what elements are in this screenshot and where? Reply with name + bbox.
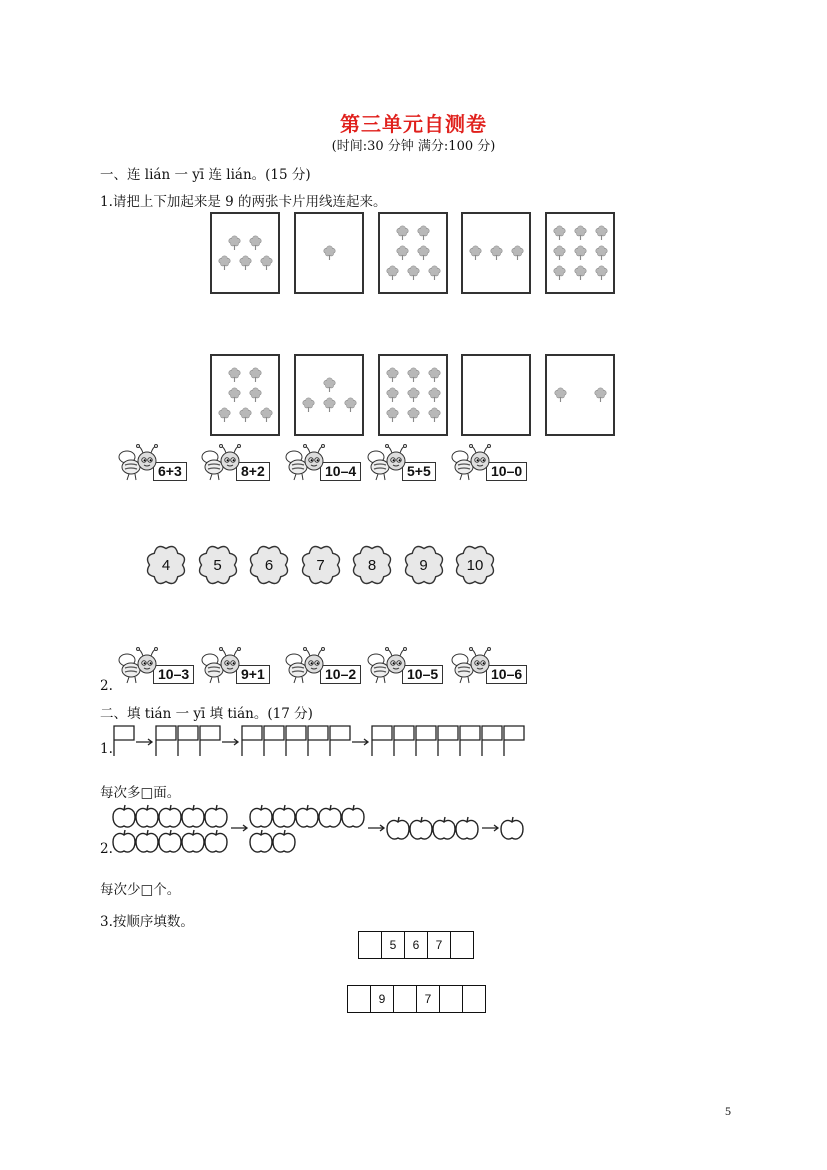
expression-label: 10–6 (486, 665, 527, 684)
question3-prompt: 3.按顺序填数。 (100, 914, 194, 930)
flag-icon (308, 726, 328, 756)
tree-icon (414, 223, 434, 243)
flower-number-label: 10 (466, 556, 484, 574)
flag-answer-line: 每次多□面。 (100, 785, 181, 801)
bee-expression-card (284, 443, 361, 483)
flower-number-label: 9 (419, 556, 428, 574)
apple-icon (136, 805, 158, 827)
tree-icon (465, 243, 485, 263)
tree-icon (403, 405, 423, 425)
apple-icon (113, 805, 135, 827)
blank-number-box[interactable] (462, 985, 486, 1013)
number-box: 6 (404, 931, 428, 959)
tree-icon (424, 365, 444, 385)
bee-expression-card (284, 646, 361, 686)
bee-icon (450, 646, 492, 686)
tree-icon (235, 253, 255, 273)
flag-icon (264, 726, 284, 756)
tree-card (461, 354, 531, 436)
tree-icon (319, 243, 339, 263)
tree-icon (424, 263, 444, 283)
arrow-icon (352, 739, 368, 745)
flower-number (349, 542, 395, 588)
arrow-icon (482, 825, 498, 831)
tree-icon (403, 365, 423, 385)
flower-number-label: 8 (367, 556, 377, 574)
flower-number (401, 542, 447, 588)
flag-icon (416, 726, 436, 756)
tree-icon (393, 243, 413, 263)
bee-icon (200, 646, 242, 686)
flag-icon (460, 726, 480, 756)
bee-icon (366, 646, 408, 686)
flower-number-label: 5 (213, 556, 222, 574)
expression-label: 6+3 (153, 462, 187, 481)
tree-card (210, 212, 280, 294)
bee-icon (366, 443, 408, 483)
flag-icon (330, 726, 350, 756)
page-title: 第三单元自测卷 (340, 112, 487, 136)
tree-icon (382, 263, 402, 283)
apple-icon (250, 830, 272, 852)
tree-icon (214, 253, 234, 273)
expression-label: 5+5 (402, 462, 436, 481)
apple-icon (250, 805, 272, 827)
apple-icon (273, 830, 295, 852)
number-box: 9 (370, 985, 394, 1013)
tree-card (294, 212, 364, 294)
tree-icon (256, 405, 276, 425)
tree-icon (549, 263, 569, 283)
flower-number (298, 542, 344, 588)
tree-icon (246, 385, 266, 405)
tree-icon (382, 385, 402, 405)
bee-icon (284, 646, 326, 686)
apple-icon (205, 830, 227, 852)
apple-icon (205, 805, 227, 827)
tree-icon (590, 385, 610, 405)
question2-label: 2. (100, 678, 113, 694)
flag-icon (200, 726, 220, 756)
section2-heading: 二、填 tián 一 yī 填 tián。(17 分) (100, 706, 313, 722)
tree-icon (591, 223, 611, 243)
tree-icon (507, 243, 527, 263)
blank-number-box[interactable] (393, 985, 417, 1013)
expression-label: 10–4 (320, 462, 361, 481)
expression-label: 10–5 (402, 665, 443, 684)
bee-expression-card (366, 443, 436, 483)
apple-icon (501, 817, 523, 839)
tree-icon (246, 233, 266, 253)
tree-icon (424, 405, 444, 425)
tree-icon (570, 243, 590, 263)
flag-sequence (112, 720, 552, 760)
tree-icon (549, 223, 569, 243)
tree-card (378, 354, 448, 436)
apple-icon (296, 805, 318, 827)
bee-expression-card (450, 443, 527, 483)
bee-icon (450, 443, 492, 483)
page-subtitle: (时间:30 分钟 满分:100 分) (331, 139, 496, 154)
flower-number-label: 7 (316, 556, 325, 574)
bee-icon (284, 443, 326, 483)
expression-label: 10–0 (486, 462, 527, 481)
bee-expression-card (366, 646, 443, 686)
apple-question-label: 2. (100, 841, 113, 857)
arrow-icon (368, 825, 384, 831)
arrow-icon (231, 825, 247, 831)
tree-icon (225, 365, 245, 385)
flower-number (195, 542, 241, 588)
apple-icon (456, 817, 478, 839)
tree-icon (319, 375, 339, 395)
tree-icon (414, 243, 434, 263)
flag-icon (482, 726, 502, 756)
tree-icon (340, 395, 360, 415)
expression-label: 9+1 (236, 665, 270, 684)
tree-icon (591, 243, 611, 263)
bee-expression-card (117, 646, 194, 686)
apple-icon (410, 817, 432, 839)
tree-card (461, 212, 531, 294)
number-box: 5 (381, 931, 405, 959)
tree-icon (550, 385, 570, 405)
apple-icon (136, 830, 158, 852)
tree-icon (382, 365, 402, 385)
arrow-icon (136, 739, 152, 745)
tree-icon (570, 223, 590, 243)
section1-heading: 一、连 lián 一 yī 连 lián。(15 分) (100, 167, 311, 183)
apple-icon (273, 805, 295, 827)
flag-icon (372, 726, 392, 756)
expression-label: 8+2 (236, 462, 270, 481)
bee-icon (117, 646, 159, 686)
tree-icon (298, 395, 318, 415)
flag-icon (286, 726, 306, 756)
flag-icon (242, 726, 262, 756)
expression-label: 10–3 (153, 665, 194, 684)
page-number: 5 (725, 1104, 731, 1118)
flag-icon (438, 726, 458, 756)
tree-card (545, 212, 615, 294)
flag-icon (114, 726, 134, 756)
apple-answer-line: 每次少□个。 (100, 882, 181, 898)
flag-question-label: 1. (100, 741, 113, 757)
tree-icon (403, 263, 423, 283)
question1-prompt: 1.请把上下加起来是 9 的两张卡片用线连起来。 (100, 194, 387, 210)
apple-icon (387, 817, 409, 839)
tree-icon (570, 263, 590, 283)
tree-icon (225, 233, 245, 253)
bee-expression-card (200, 443, 270, 483)
tree-icon (591, 263, 611, 283)
apple-icon (113, 830, 135, 852)
number-box: 7 (427, 931, 451, 959)
tree-icon (225, 385, 245, 405)
flower-number (143, 542, 189, 588)
tree-icon (424, 385, 444, 405)
bee-expression-card (450, 646, 527, 686)
bee-icon (200, 443, 242, 483)
tree-icon (486, 243, 506, 263)
expression-label: 10–2 (320, 665, 361, 684)
blank-number-box[interactable] (347, 985, 371, 1013)
blank-number-box[interactable] (358, 931, 382, 959)
bee-expression-card (117, 443, 187, 483)
bee-icon (117, 443, 159, 483)
flag-icon (504, 726, 524, 756)
tree-icon (256, 253, 276, 273)
apple-icon (182, 805, 204, 827)
tree-icon (319, 395, 339, 415)
tree-icon (214, 405, 234, 425)
apple-icon (159, 830, 181, 852)
flag-icon (394, 726, 414, 756)
number-sequence-2 (348, 985, 486, 1013)
number-sequence-1 (359, 931, 474, 959)
flower-number (246, 542, 292, 588)
blank-number-box[interactable] (439, 985, 463, 1013)
tree-icon (382, 405, 402, 425)
tree-card (210, 354, 280, 436)
apple-icon (342, 805, 364, 827)
apple-icon (182, 830, 204, 852)
flower-number-label: 4 (161, 556, 171, 574)
apple-icon (433, 817, 455, 839)
flower-number (452, 542, 498, 588)
tree-icon (549, 243, 569, 263)
tree-icon (246, 365, 266, 385)
arrow-icon (222, 739, 238, 745)
tree-icon (403, 385, 423, 405)
blank-number-box[interactable] (450, 931, 474, 959)
flower-number-label: 6 (264, 556, 274, 574)
tree-card (545, 354, 615, 436)
flag-icon (156, 726, 176, 756)
flag-icon (178, 726, 198, 756)
apple-icon (159, 805, 181, 827)
apple-sequence (112, 802, 552, 858)
bee-expression-card (200, 646, 270, 686)
tree-icon (235, 405, 255, 425)
tree-card (378, 212, 448, 294)
tree-card (294, 354, 364, 436)
tree-icon (393, 223, 413, 243)
apple-icon (319, 805, 341, 827)
number-box: 7 (416, 985, 440, 1013)
